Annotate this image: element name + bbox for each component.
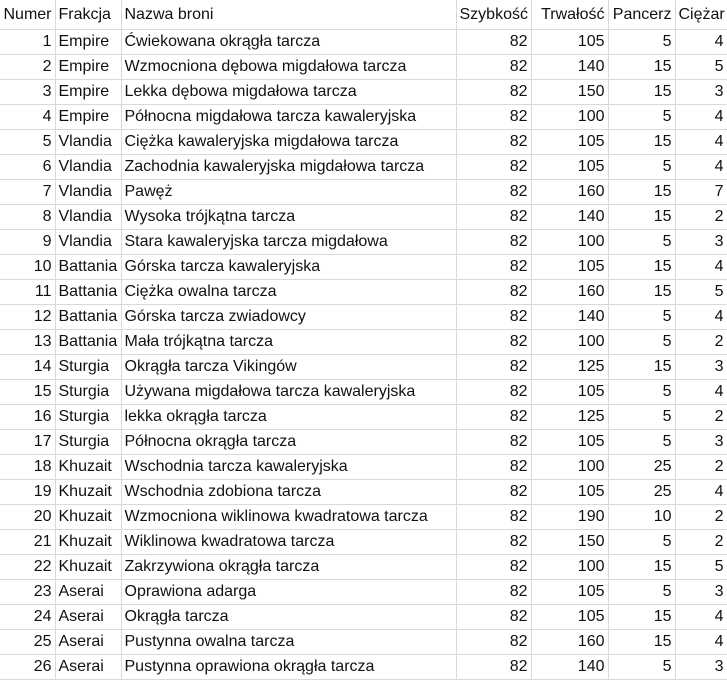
cell-numer[interactable]: 22	[0, 555, 55, 580]
cell-numer[interactable]: 8	[0, 205, 55, 230]
cell-numer[interactable]: 5	[0, 130, 55, 155]
cell-nazwa[interactable]: Wysoka trójkątna tarcza	[121, 205, 456, 230]
cell-numer[interactable]: 20	[0, 505, 55, 530]
cell-nazwa[interactable]: Górska tarcza zwiadowcy	[121, 305, 456, 330]
cell-nazwa[interactable]: Oprawiona adarga	[121, 580, 456, 605]
cell-numer[interactable]: 23	[0, 580, 55, 605]
table-row	[0, 230, 727, 255]
cell-numer[interactable]: 18	[0, 455, 55, 480]
cell-szybkosc[interactable]: 82	[456, 455, 531, 480]
header-cell-pancerz[interactable]: Pancerz	[608, 0, 675, 30]
cell-szybkosc[interactable]: 82	[456, 405, 531, 430]
cell-szybkosc[interactable]: 82	[456, 280, 531, 305]
cell-ciezar[interactable]: 4	[675, 255, 727, 280]
cell-pancerz[interactable]: 15	[608, 605, 675, 630]
cell-nazwa[interactable]: Okrągła tarcza	[121, 605, 456, 630]
cell-trwalosc[interactable]: 190	[531, 505, 608, 530]
cell-trwalosc[interactable]: 105	[531, 380, 608, 405]
header-cell-frakcja[interactable]: Frakcja	[55, 0, 121, 30]
cell-pancerz[interactable]: 15	[608, 280, 675, 305]
cell-frakcja[interactable]: Sturgia	[55, 405, 121, 430]
table-row	[0, 305, 727, 330]
cell-nazwa[interactable]: Pustynna owalna tarcza	[121, 630, 456, 655]
cell-ciezar[interactable]: 4	[675, 630, 727, 655]
cell-nazwa[interactable]: Wzmocniona dębowa migdałowa tarcza	[121, 55, 456, 80]
cell-numer[interactable]: 9	[0, 230, 55, 255]
cell-frakcja[interactable]: Aserai	[55, 580, 121, 605]
header-cell-szybkosc[interactable]: Szybkość	[456, 0, 531, 30]
cell-numer[interactable]: 26	[0, 655, 55, 680]
cell-pancerz[interactable]: 15	[608, 255, 675, 280]
table-row	[0, 380, 727, 405]
cell-nazwa[interactable]: Okrągła tarcza Vikingów	[121, 355, 456, 380]
cell-nazwa[interactable]: Ciężka owalna tarcza	[121, 280, 456, 305]
cell-frakcja[interactable]: Sturgia	[55, 355, 121, 380]
cell-pancerz[interactable]: 15	[608, 205, 675, 230]
cell-trwalosc[interactable]: 140	[531, 305, 608, 330]
table-row	[0, 405, 727, 430]
cell-ciezar[interactable]: 2	[675, 505, 727, 530]
cell-pancerz[interactable]: 15	[608, 130, 675, 155]
cell-trwalosc[interactable]: 100	[531, 555, 608, 580]
table-row	[0, 280, 727, 305]
cell-szybkosc[interactable]: 82	[456, 380, 531, 405]
cell-ciezar[interactable]: 3	[675, 430, 727, 455]
cell-nazwa[interactable]: Północna migdałowa tarcza kawaleryjska	[121, 105, 456, 130]
cell-pancerz[interactable]: 5	[608, 580, 675, 605]
cell-pancerz[interactable]: 10	[608, 505, 675, 530]
cell-pancerz[interactable]: 5	[608, 430, 675, 455]
cell-ciezar[interactable]: 2	[675, 405, 727, 430]
cell-frakcja[interactable]: Sturgia	[55, 380, 121, 405]
cell-trwalosc[interactable]: 105	[531, 30, 608, 55]
cell-szybkosc[interactable]: 82	[456, 355, 531, 380]
table-row	[0, 505, 727, 530]
cell-frakcja[interactable]: Vlandia	[55, 155, 121, 180]
cell-trwalosc[interactable]: 125	[531, 405, 608, 430]
cell-frakcja[interactable]: Khuzait	[55, 530, 121, 555]
cell-frakcja[interactable]: Vlandia	[55, 180, 121, 205]
cell-pancerz[interactable]: 15	[608, 55, 675, 80]
cell-frakcja[interactable]: Battania	[55, 255, 121, 280]
cell-szybkosc[interactable]: 82	[456, 505, 531, 530]
cell-pancerz[interactable]: 15	[608, 180, 675, 205]
cell-nazwa[interactable]: Mała trójkątna tarcza	[121, 330, 456, 355]
cell-ciezar[interactable]: 3	[675, 355, 727, 380]
table-row	[0, 205, 727, 230]
cell-trwalosc[interactable]: 140	[531, 205, 608, 230]
cell-nazwa[interactable]: Lekka dębowa migdałowa tarcza	[121, 80, 456, 105]
header-cell-ciezar[interactable]: Ciężar	[675, 0, 727, 30]
cell-nazwa[interactable]: Wzmocniona wiklinowa kwadratowa tarcza	[121, 505, 456, 530]
cell-ciezar[interactable]: 4	[675, 480, 727, 505]
cell-numer[interactable]: 6	[0, 155, 55, 180]
cell-szybkosc[interactable]: 82	[456, 80, 531, 105]
cell-trwalosc[interactable]: 140	[531, 55, 608, 80]
cell-trwalosc[interactable]: 105	[531, 605, 608, 630]
cell-frakcja[interactable]: Khuzait	[55, 480, 121, 505]
cell-pancerz[interactable]: 5	[608, 380, 675, 405]
cell-frakcja[interactable]: Aserai	[55, 605, 121, 630]
cell-szybkosc[interactable]: 82	[456, 555, 531, 580]
cell-ciezar[interactable]: 4	[675, 30, 727, 55]
cell-nazwa[interactable]: Zachodnia kawaleryjska migdałowa tarcza	[121, 155, 456, 180]
header-cell-trwalosc[interactable]: Trwałość	[531, 0, 608, 30]
cell-frakcja[interactable]: Battania	[55, 280, 121, 305]
cell-nazwa[interactable]: Wschodnia zdobiona tarcza	[121, 480, 456, 505]
table-row	[0, 155, 727, 180]
cell-ciezar[interactable]: 4	[675, 105, 727, 130]
cell-ciezar[interactable]: 3	[675, 230, 727, 255]
cell-ciezar[interactable]: 2	[675, 330, 727, 355]
table-row	[0, 630, 727, 655]
cell-szybkosc[interactable]: 82	[456, 230, 531, 255]
cell-szybkosc[interactable]: 82	[456, 130, 531, 155]
cell-nazwa[interactable]: Używana migdałowa tarcza kawaleryjska	[121, 380, 456, 405]
table-row	[0, 130, 727, 155]
cell-trwalosc[interactable]: 100	[531, 230, 608, 255]
cell-ciezar[interactable]: 4	[675, 155, 727, 180]
cell-ciezar[interactable]: 5	[675, 55, 727, 80]
cell-numer[interactable]: 21	[0, 530, 55, 555]
cell-pancerz[interactable]: 15	[608, 630, 675, 655]
cell-trwalosc[interactable]: 105	[531, 255, 608, 280]
cell-szybkosc[interactable]: 82	[456, 605, 531, 630]
cell-ciezar[interactable]: 5	[675, 280, 727, 305]
cell-frakcja[interactable]: Khuzait	[55, 505, 121, 530]
cell-pancerz[interactable]: 25	[608, 480, 675, 505]
header-cell-numer[interactable]: Numer	[0, 0, 55, 30]
table-row	[0, 255, 727, 280]
table-row	[0, 480, 727, 505]
cell-frakcja[interactable]: Empire	[55, 105, 121, 130]
cell-trwalosc[interactable]: 105	[531, 430, 608, 455]
cell-pancerz[interactable]: 5	[608, 655, 675, 680]
cell-szybkosc[interactable]: 82	[456, 430, 531, 455]
cell-numer[interactable]: 2	[0, 55, 55, 80]
cell-trwalosc[interactable]: 160	[531, 630, 608, 655]
cell-trwalosc[interactable]: 100	[531, 455, 608, 480]
cell-pancerz[interactable]: 5	[608, 405, 675, 430]
cell-pancerz[interactable]: 5	[608, 230, 675, 255]
cell-frakcja[interactable]: Vlandia	[55, 205, 121, 230]
cell-pancerz[interactable]: 5	[608, 330, 675, 355]
cell-szybkosc[interactable]: 82	[456, 330, 531, 355]
cell-ciezar[interactable]: 2	[675, 455, 727, 480]
cell-szybkosc[interactable]: 82	[456, 480, 531, 505]
cell-ciezar[interactable]: 5	[675, 555, 727, 580]
cell-numer[interactable]: 11	[0, 280, 55, 305]
cell-numer[interactable]: 1	[0, 30, 55, 55]
cell-szybkosc[interactable]: 82	[456, 155, 531, 180]
table-row	[0, 530, 727, 555]
cell-ciezar[interactable]: 4	[675, 605, 727, 630]
cell-numer[interactable]: 17	[0, 430, 55, 455]
cell-nazwa[interactable]: Zakrzywiona okrągła tarcza	[121, 555, 456, 580]
cell-frakcja[interactable]: Battania	[55, 305, 121, 330]
cell-numer[interactable]: 10	[0, 255, 55, 280]
cell-trwalosc[interactable]: 125	[531, 355, 608, 380]
cell-szybkosc[interactable]: 82	[456, 180, 531, 205]
table-row	[0, 55, 727, 80]
cell-frakcja[interactable]: Empire	[55, 55, 121, 80]
cell-trwalosc[interactable]: 160	[531, 280, 608, 305]
cell-numer[interactable]: 14	[0, 355, 55, 380]
table-row	[0, 555, 727, 580]
cell-nazwa[interactable]: Pustynna oprawiona okrągła tarcza	[121, 655, 456, 680]
cell-nazwa[interactable]: Wschodnia tarcza kawaleryjska	[121, 455, 456, 480]
cell-nazwa[interactable]: Górska tarcza kawaleryjska	[121, 255, 456, 280]
cell-szybkosc[interactable]: 82	[456, 630, 531, 655]
cell-szybkosc[interactable]: 82	[456, 30, 531, 55]
cell-numer[interactable]: 19	[0, 480, 55, 505]
cell-nazwa[interactable]: Północna okrągła tarcza	[121, 430, 456, 455]
cell-trwalosc[interactable]: 105	[531, 155, 608, 180]
cell-numer[interactable]: 16	[0, 405, 55, 430]
cell-pancerz[interactable]: 5	[608, 530, 675, 555]
cell-trwalosc[interactable]: 160	[531, 180, 608, 205]
cell-trwalosc[interactable]: 100	[531, 330, 608, 355]
cell-nazwa[interactable]: Pawęż	[121, 180, 456, 205]
cell-szybkosc[interactable]: 82	[456, 105, 531, 130]
cell-ciezar[interactable]: 4	[675, 305, 727, 330]
cell-szybkosc[interactable]: 82	[456, 55, 531, 80]
cell-pancerz[interactable]: 5	[608, 305, 675, 330]
cell-frakcja[interactable]: Khuzait	[55, 555, 121, 580]
cell-ciezar[interactable]: 3	[675, 80, 727, 105]
cell-szybkosc[interactable]: 82	[456, 305, 531, 330]
cell-trwalosc[interactable]: 100	[531, 105, 608, 130]
cell-nazwa[interactable]: Ciężka kawaleryjska migdałowa tarcza	[121, 130, 456, 155]
cell-trwalosc[interactable]: 105	[531, 480, 608, 505]
table-row	[0, 430, 727, 455]
cell-ciezar[interactable]: 4	[675, 130, 727, 155]
table-row	[0, 330, 727, 355]
cell-frakcja[interactable]: Empire	[55, 30, 121, 55]
table-row	[0, 605, 727, 630]
cell-numer[interactable]: 15	[0, 380, 55, 405]
cell-ciezar[interactable]: 4	[675, 380, 727, 405]
cell-pancerz[interactable]: 15	[608, 555, 675, 580]
cell-nazwa[interactable]: Stara kawaleryjska tarcza migdałowa	[121, 230, 456, 255]
cell-trwalosc[interactable]: 140	[531, 655, 608, 680]
cell-frakcja[interactable]: Aserai	[55, 655, 121, 680]
cell-frakcja[interactable]: Vlandia	[55, 130, 121, 155]
cell-numer[interactable]: 4	[0, 105, 55, 130]
cell-ciezar[interactable]: 3	[675, 655, 727, 680]
header-row	[0, 0, 727, 30]
cell-nazwa[interactable]: lekka okrągła tarcza	[121, 405, 456, 430]
cell-frakcja[interactable]: Battania	[55, 330, 121, 355]
table-row	[0, 80, 727, 105]
table-row	[0, 105, 727, 130]
cell-pancerz[interactable]: 5	[608, 105, 675, 130]
table-row	[0, 30, 727, 55]
cell-ciezar[interactable]: 2	[675, 530, 727, 555]
cell-pancerz[interactable]: 15	[608, 355, 675, 380]
cell-szybkosc[interactable]: 82	[456, 580, 531, 605]
cell-numer[interactable]: 24	[0, 605, 55, 630]
cell-ciezar[interactable]: 2	[675, 205, 727, 230]
cell-trwalosc[interactable]: 150	[531, 530, 608, 555]
table-row	[0, 580, 727, 605]
cell-pancerz[interactable]: 25	[608, 455, 675, 480]
cell-numer[interactable]: 12	[0, 305, 55, 330]
table-row	[0, 355, 727, 380]
table-row	[0, 180, 727, 205]
table-row	[0, 655, 727, 680]
cell-frakcja[interactable]: Empire	[55, 80, 121, 105]
cell-frakcja[interactable]: Aserai	[55, 630, 121, 655]
cell-pancerz[interactable]: 5	[608, 155, 675, 180]
cell-frakcja[interactable]: Sturgia	[55, 430, 121, 455]
cell-pancerz[interactable]: 5	[608, 30, 675, 55]
cell-numer[interactable]: 7	[0, 180, 55, 205]
cell-numer[interactable]: 13	[0, 330, 55, 355]
cell-pancerz[interactable]: 15	[608, 80, 675, 105]
cell-szybkosc[interactable]: 82	[456, 205, 531, 230]
cell-ciezar[interactable]: 3	[675, 580, 727, 605]
cell-nazwa[interactable]: Wiklinowa kwadratowa tarcza	[121, 530, 456, 555]
cell-szybkosc[interactable]: 82	[456, 655, 531, 680]
cell-trwalosc[interactable]: 105	[531, 130, 608, 155]
cell-szybkosc[interactable]: 82	[456, 255, 531, 280]
cell-nazwa[interactable]: Ćwiekowana okrągła tarcza	[121, 30, 456, 55]
cell-trwalosc[interactable]: 150	[531, 80, 608, 105]
cell-ciezar[interactable]: 7	[675, 180, 727, 205]
header-cell-nazwa[interactable]: Nazwa broni	[121, 0, 456, 30]
cell-frakcja[interactable]: Vlandia	[55, 230, 121, 255]
cell-frakcja[interactable]: Khuzait	[55, 455, 121, 480]
cell-numer[interactable]: 25	[0, 630, 55, 655]
table-row	[0, 455, 727, 480]
cell-numer[interactable]: 3	[0, 80, 55, 105]
cell-trwalosc[interactable]: 105	[531, 580, 608, 605]
cell-szybkosc[interactable]: 82	[456, 530, 531, 555]
